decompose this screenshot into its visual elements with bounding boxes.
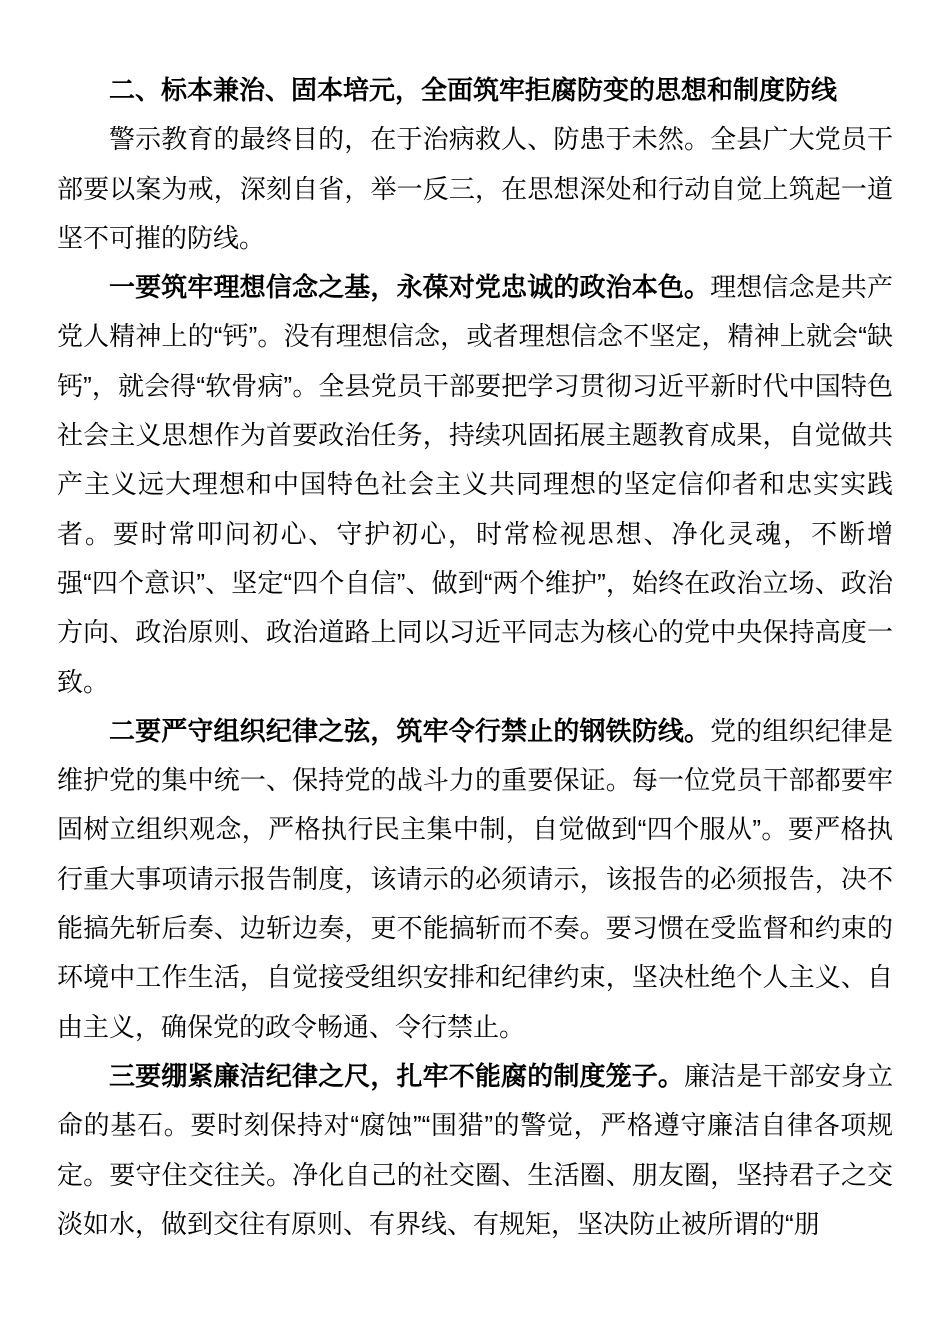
paragraph-point-1-text: 理想信念是共产党人精神上的“钙”。没有理想信念，或者理想信念不坚定，精神上就会“缺钙”，就会得“软骨病”。全县党员干部要把学习贯彻习近平新时代中国特色社会主义思想作为首要政治任务，持续巩固拓展主题教育成果，自觉做共产主义远大理想和中国特色社会主义共同理想的坚定信仰者和忠实实践者。要时常叩问初心、守护初心，时常检视思想、净化灵魂，不断增强“四个意识”、坚定“四个自信”、做到“两个维护”，始终在政治立场、政治方向、政治原则、政治道路上同以习近平同志为核心的党中央保持高度一致。 <box>57 272 893 697</box>
paragraph-point-3 <box>57 1052 893 1249</box>
section-heading-text: 二、标本兼治、固本培元，全面筑牢拒腐防变的思想和制度防线 <box>109 75 838 105</box>
paragraph-point-3-lead: 三要绷紧廉洁纪律之尺，扎牢不能腐的制度笼子。 <box>109 1060 685 1091</box>
paragraph-point-3-text: 廉洁是干部安身立命的基石。要时刻保持对“腐蚀”“围猎”的警觉，严格遵守廉洁自律各项规定。要守住交往关。净化自己的社交圈、生活圈、朋友圈，坚持君子之交淡如水，做到交往有原则、有界线、有规矩，坚决防止被所谓的“朋 <box>57 1060 893 1239</box>
paragraph-point-1 <box>57 263 893 707</box>
paragraph-intro <box>57 115 893 263</box>
paragraph-point-1-lead: 一要筑牢理想信念之基，永葆对党忠诚的政治本色。 <box>109 272 711 303</box>
section-heading <box>57 66 893 115</box>
paragraph-point-2-lead: 二要严守组织纪律之弦，筑牢令行禁止的钢铁防线。 <box>109 715 711 746</box>
paragraph-point-2 <box>57 707 893 1052</box>
paragraph-point-2-text: 党的组织纪律是维护党的集中统一、保持党的战斗力的重要保证。每一位党员干部都要牢固树立组织观念，严格执行民主集中制，自觉做到“四个服从”。要严格执行重大事项请示报告制度，该请示的必须请示，该报告的必须报告，决不能搞先斩后奏、边斩边奏，更不能搞斩而不奏。要习惯在受监督和约束的环境中工作生活，自觉接受组织安排和纪律约束，坚决杜绝个人主义、自由主义，确保党的政令畅通、令行禁止。 <box>57 715 893 1042</box>
paragraph-intro-text: 警示教育的最终目的，在于治病救人、防患于未然。全县广大党员干部要以案为戒，深刻自省，举一反三，在思想深处和行动自觉上筑起一道坚不可摧的防线。 <box>57 124 893 253</box>
